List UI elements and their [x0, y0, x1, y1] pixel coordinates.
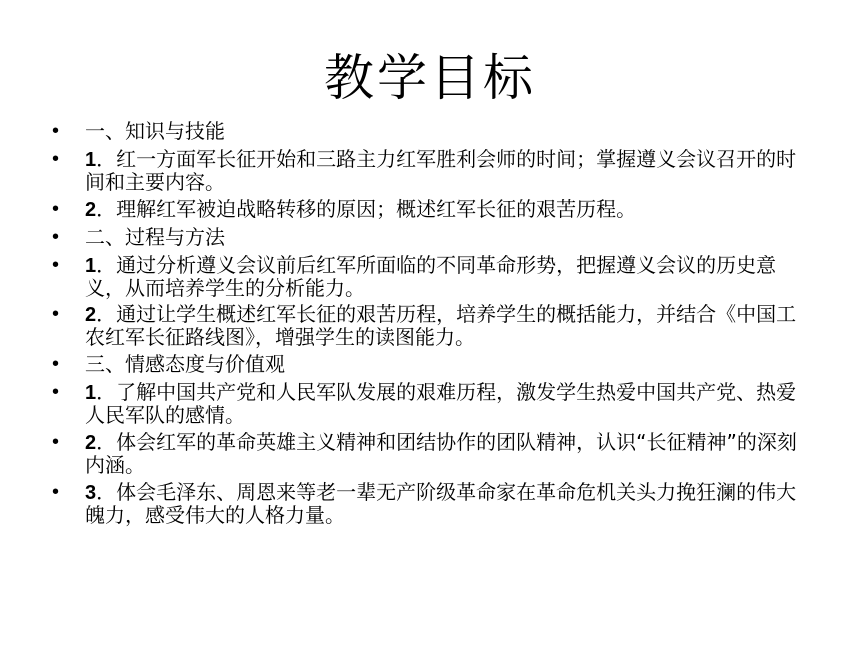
bullet-text	[85, 120, 812, 143]
item-number: 2	[85, 304, 97, 327]
bullet-list	[52, 120, 812, 531]
item-text: ．通过让学生概述红军长征的艰苦历程，培养学生的概括能力，并结合《中国工农红军长征路线图》，增强学生的读图能力。	[85, 302, 797, 350]
bullet-icon: •	[52, 147, 60, 170]
bullet-icon: •	[52, 197, 60, 220]
bullet-icon: •	[52, 253, 60, 276]
bullet-icon: •	[52, 381, 60, 404]
bullet-text	[85, 254, 812, 299]
bullet-icon: •	[52, 481, 60, 504]
bullet-icon: •	[52, 303, 60, 326]
list-item	[52, 481, 812, 526]
list-item	[52, 226, 812, 249]
list-item	[52, 381, 812, 426]
item-number: 2	[85, 432, 97, 455]
item-number: 2	[85, 198, 97, 221]
list-item	[52, 148, 812, 193]
item-text: 一、知识与技能	[85, 119, 225, 143]
bullet-text	[85, 148, 812, 193]
slide-title: 教学目标	[324, 49, 536, 107]
bullet-text	[85, 431, 812, 476]
bullet-icon: •	[52, 431, 60, 454]
bullet-text	[85, 303, 812, 348]
item-text: 三、情感态度与价值观	[85, 352, 285, 377]
item-number: 3	[85, 482, 97, 505]
item-text: ．红一方面军长征开始和三路主力红军胜利会师的时间；掌握遵义会议召开的时间和主要内容。	[85, 146, 797, 194]
bullet-text	[85, 353, 812, 376]
bullet-text	[85, 198, 812, 221]
list-item	[52, 198, 812, 221]
bullet-text	[85, 381, 812, 426]
item-text: ．体会红军的革命英雄主义精神和团结协作的团队精神，认识“长征精神”的深刻内涵。	[85, 430, 797, 478]
item-number: 1	[85, 148, 97, 171]
list-item	[52, 120, 812, 143]
item-text: ．了解中国共产党和人民军队发展的艰难历程，激发学生热爱中国共产党、热爱人民军队的感情。	[85, 380, 797, 428]
item-text: ．体会毛泽东、周恩来等老一辈无产阶级革命家在革命危机关头力挽狂澜的伟大魄力，感受伟大的人格力量。	[85, 480, 797, 528]
list-item	[52, 431, 812, 476]
item-text: ．通过分析遵义会议前后红军所面临的不同革命形势，把握遵义会议的历史意义，从而培养学生的分析能力。	[85, 252, 777, 300]
list-item	[52, 353, 812, 376]
item-number: 1	[85, 254, 97, 277]
item-text: ．理解红军被迫战略转移的原因；概述红军长征的艰苦历程。	[96, 196, 637, 221]
bullet-icon: •	[52, 120, 60, 142]
list-item	[52, 254, 812, 299]
bullet-text	[85, 226, 812, 249]
bullet-icon: •	[52, 353, 60, 376]
list-item	[52, 303, 812, 348]
bullet-text	[85, 481, 812, 526]
item-text: 二、过程与方法	[85, 224, 225, 249]
item-number: 1	[85, 382, 97, 405]
bullet-icon: •	[52, 225, 60, 248]
